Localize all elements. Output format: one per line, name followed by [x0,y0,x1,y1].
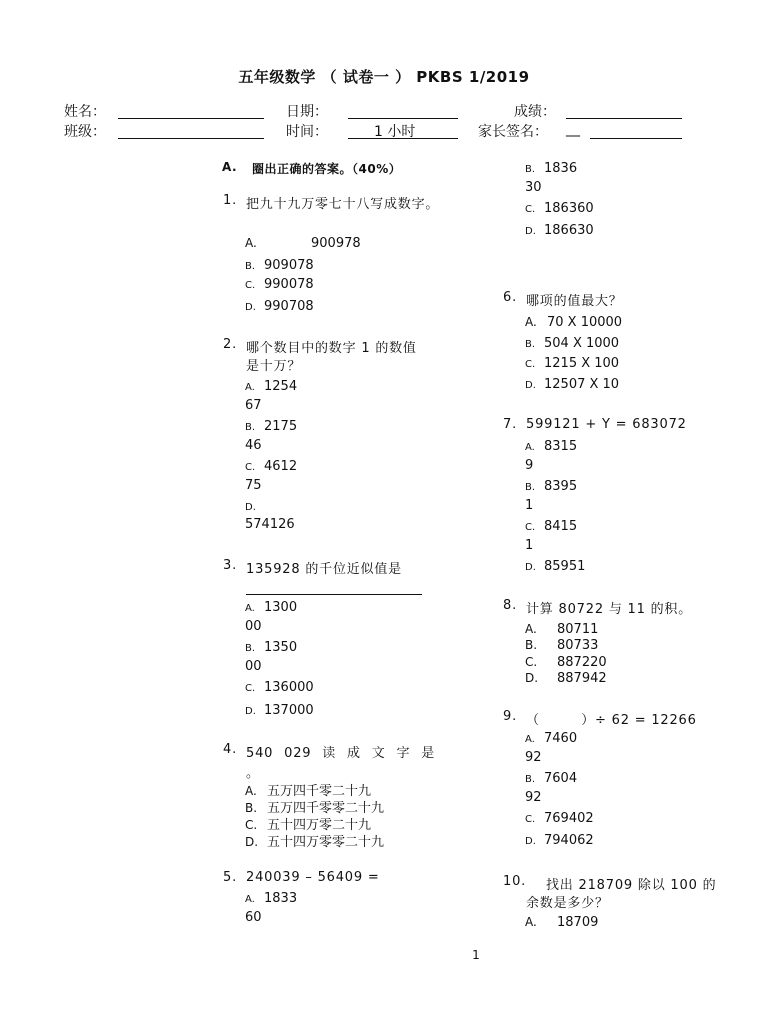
question-text-continued: 余数是多少？ [526,896,609,911]
time-label: 时间： [286,124,328,140]
option-value: 五十四万零零二十九 [267,835,385,850]
question-number: 4. [223,742,238,757]
option-value: 887942 [557,671,607,686]
question-number: 6. [503,290,518,305]
option-letter: D. [245,502,256,513]
option-value: 887220 [557,655,607,670]
option-value: 769402 [544,811,594,826]
question-text: 240039 – 56409 = [246,870,380,885]
question-number: 3. [223,558,238,573]
name-field-line[interactable] [118,118,264,119]
option-letter: A. [525,315,537,329]
option-letter: C. [525,522,536,533]
option-value: 8315 [544,439,578,454]
option-letter: C. [525,814,536,825]
option-letter: C. [245,818,258,832]
question-text: 135928 的千位近似值是 [246,562,402,577]
option-letter: D. [525,562,536,573]
option-letter: A. [525,915,537,929]
option-letter: B. [525,164,536,175]
option-letter: B. [245,422,256,433]
option-value: 1350 [264,640,298,655]
option-value: 137000 [264,703,314,718]
option-value: 8415 [544,519,578,534]
option-letter: D. [245,706,256,717]
question-text-continued: 是十万？ [246,359,302,374]
option-value-wrap: 1 [525,538,534,553]
option-value: 80711 [557,622,599,637]
option-letter: A. [525,734,535,745]
section-a-label: A. [222,160,238,174]
option-letter: D. [525,380,536,391]
option-value: 794062 [544,833,594,848]
question-text: 找出 218709 除以 100 的 [546,878,717,893]
option-value: 70 X 10000 [547,315,623,330]
option-value: 80733 [557,638,599,653]
option-letter: A. [245,382,255,393]
parent-signature-label: 家长签名： [478,124,548,140]
option-value: 186360 [544,201,594,216]
question-text: 599121 + Y = 683072 [526,417,687,432]
option-letter: D. [245,302,256,313]
option-value: 900978 [311,236,361,251]
option-value-wrap: 9 [525,458,534,473]
date-label: 日期： [286,104,328,120]
option-value: 4612 [264,459,298,474]
option-letter: A. [245,236,257,250]
question-number: 1. [223,193,238,208]
option-value-wrap: 574126 [245,517,295,532]
option-value: 18709 [557,915,599,930]
option-value: 7460 [544,731,578,746]
option-letter: B. [525,482,536,493]
question-number: 9. [503,709,518,724]
option-letter: A. [245,603,255,614]
option-value: 8395 [544,479,578,494]
option-letter: A. [245,784,257,798]
question-text: 哪项的值最大？ [526,294,623,309]
option-value-wrap: 30 [525,180,542,195]
question-number: 2. [223,337,238,352]
question-number: 8. [503,598,518,613]
option-letter: B. [245,801,258,815]
option-value: 1836 [544,161,578,176]
option-value: 五十四万零二十九 [267,818,372,833]
question-text-continued: 。 [246,766,260,781]
option-letter: C. [245,683,256,694]
option-value: 1215 X 100 [544,356,620,371]
option-letter: B. [245,643,256,654]
question-number: 10. [503,874,527,889]
time-value: 1 小时 [374,124,416,140]
date-field-line[interactable] [348,118,458,119]
question-text: 540 029 读 成 文 字 是 [246,746,436,761]
question-text: 计算 80722 与 11 的积。 [526,602,693,617]
name-label: 姓名： [64,104,106,120]
parent-signature-blank: __ [566,121,580,137]
option-value: 五万四千零零二十九 [267,801,385,816]
question-text: （ ）÷ 62 = 12266 [526,713,697,728]
question-number: 7. [503,417,518,432]
option-letter: B. [525,339,536,350]
option-value: 504 X 1000 [544,336,620,351]
parent-signature-line[interactable] [590,138,682,139]
option-value: 990708 [264,299,314,314]
option-letter: C. [245,462,256,473]
page-title: 五年级数学 （ 试卷一 ） PKBS 1/2019 [238,68,530,86]
section-a-instruction: 圈出正确的答案。（40%） [252,162,402,176]
option-value: 五万四千零二十九 [267,784,372,799]
class-field-line[interactable] [118,138,264,139]
option-value: 12507 X 10 [544,377,620,392]
option-letter: B. [525,774,536,785]
option-value-wrap: 60 [245,910,262,925]
option-letter: A. [245,894,255,905]
option-value: 1254 [264,379,298,394]
option-value-wrap: 00 [245,619,262,634]
score-label: 成绩： [514,104,556,120]
option-value-wrap: 46 [245,438,262,453]
answer-blank-line[interactable] [246,594,422,595]
option-value-wrap: 92 [525,750,542,765]
option-letter: D. [525,671,539,685]
option-value: 2175 [264,419,298,434]
option-letter: D. [525,836,536,847]
option-letter: D. [245,835,259,849]
option-letter: B. [245,261,256,272]
option-letter: C. [525,359,536,370]
question-text: 把九十九万零七十八写成数字。 [246,197,440,212]
option-value: 136000 [264,680,314,695]
option-value-wrap: 67 [245,398,262,413]
option-value: 7604 [544,771,578,786]
option-letter: A. [525,442,535,453]
option-value: 85951 [544,559,586,574]
option-letter: C. [525,655,538,669]
option-value: 1833 [264,891,298,906]
class-label: 班级： [64,124,106,140]
option-value-wrap: 00 [245,659,262,674]
option-letter: A. [525,622,537,636]
score-field-line[interactable] [566,118,682,119]
option-letter: C. [245,280,256,291]
option-value: 990078 [264,277,314,292]
option-value-wrap: 92 [525,790,542,805]
option-value: 909078 [264,258,314,273]
option-value: 1300 [264,600,298,615]
option-letter: C. [525,204,536,215]
question-number: 5. [223,870,238,885]
option-value: 186630 [544,223,594,238]
option-letter: B. [525,638,538,652]
question-text: 哪个数目中的数字 1 的数值 [246,341,417,356]
option-value-wrap: 1 [525,498,534,513]
option-letter: D. [525,226,536,237]
option-value-wrap: 75 [245,478,262,493]
page-number: 1 [472,948,480,962]
